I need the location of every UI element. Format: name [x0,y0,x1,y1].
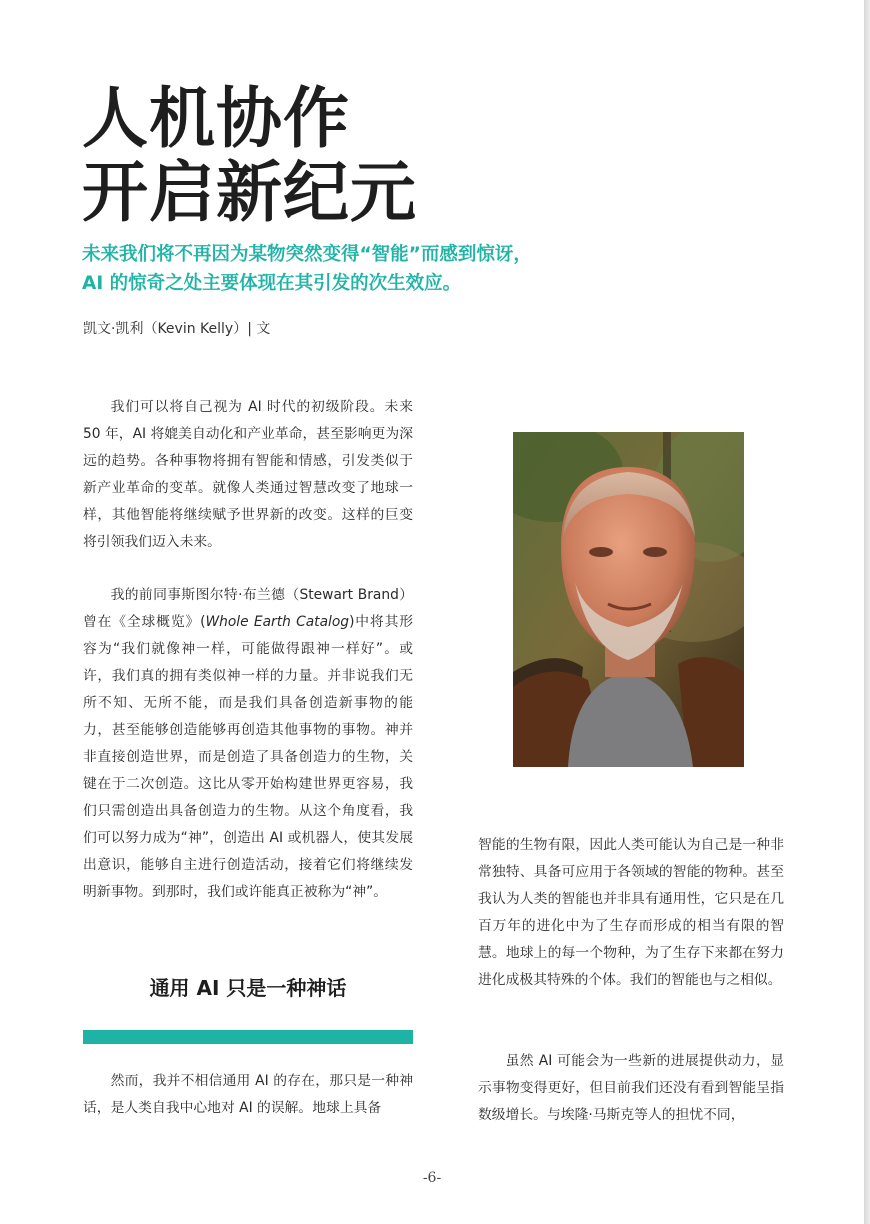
paragraph-2-text-b: )中将其形容为“我们就像神一样，可能做得跟神一样好”。或许，我们真的拥有类似神一样的力量。并非说我们无所不知、无所不能，而是我们具备创造新事物的能力，甚至能够创造能够再创造其他事物的事物。神并非直接创造世界，而是创造了具备创造力的生物，关键在于二次创造。这比从零开始构建世界更容易，我们只需创造出具备创造力的生物。从这个角度看，我们可以努力成为“神”，创造出 AI 或机器人，使其发展出意识，能够自主进行创造活动，接着它们将继续发明新事物。到那时，我们或许能真正被称为“神”。 [83,614,414,900]
right-paragraph-2: 虽然 AI 可能会为一些新的进展提供动力，显示事物变得更好，但目前我们还没有看到智能呈指数级增长。与埃隆·马斯克等人的担忧不同， [478,1053,784,1123]
left-paragraph-1: 我们可以将自己视为 AI 时代的初级阶段。未来 50 年，AI 将媲美自动化和产业革命，甚至影响更为深远的趋势。各种事物将拥有智能和情感，引发类似于新产业革命的变革。就像人类通过智慧改变了地球一样，其他智能将继续赋予世界新的改变。这样的巨变将引领我们迈入未来。 [83,399,413,550]
author-portrait-photo [513,432,744,767]
catalog-title-italic: Whole Earth Catalog [205,614,350,630]
page-title [82,82,417,230]
paragraph-2-text-a: 我的前同事斯图尔特·布兰德（Stewart Brand）曾在《全球概览》( [83,587,413,630]
title-line-1: 人机协作 [82,80,350,157]
left-paragraph-2 [83,582,413,906]
section-heading: 通用 AI 只是一种神话 [149,976,347,1000]
left-paragraph-3: 然而，我并不相信通用 AI 的存在，那只是一种神话，是人类自我中心地对 AI 的误解。地球上具备 [83,1073,413,1116]
section-divider-bar [83,1030,413,1044]
page-edge [864,0,870,1224]
subtitle-line-2: AI 的惊奇之处主要体现在其引发的次生效应。 [82,273,462,294]
subtitle-line-1: 未来我们将不再因为某物突然变得“智能”而感到惊讶， [82,244,532,265]
author-byline: 凯文·凯利（Kevin Kelly）| 文 [83,321,271,337]
title-line-2: 开启新纪元 [82,154,417,231]
subtitle [82,240,642,298]
right-paragraph-1: 智能的生物有限，因此人类可能认为自己是一种非常独特、具备可应用于各领域的智能的物种。甚至我认为人类的智能也并非具有通用性，它只是在几百万年的进化中为了生存而形成的相当有限的智慧。地球上的每一个物种，为了生存下来都在努力进化成极其特殊的个体。我们的智能也与之相似。 [478,837,784,988]
page-number: -6- [422,1170,442,1186]
